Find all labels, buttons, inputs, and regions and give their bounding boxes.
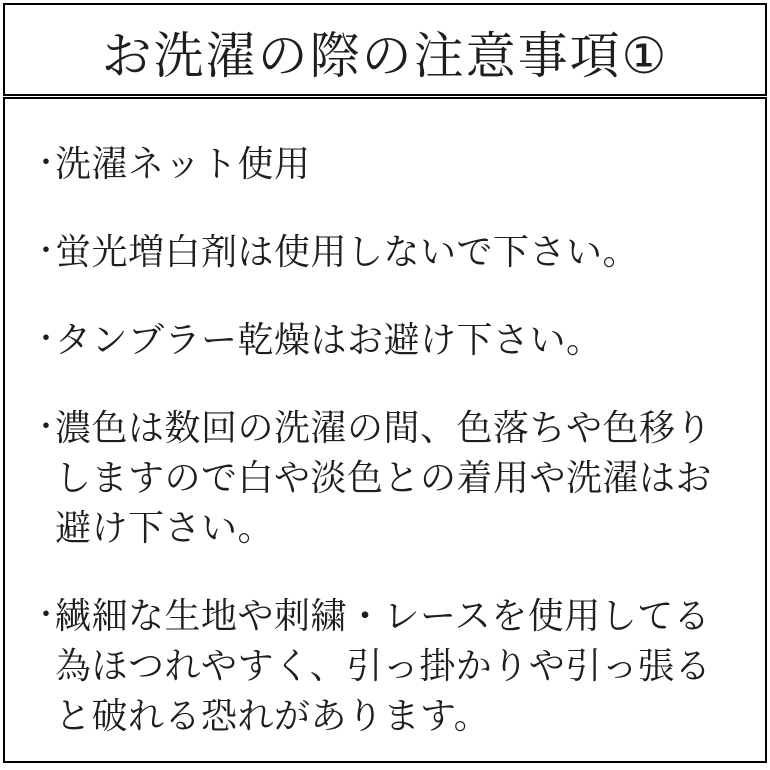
bullet-icon: ・ xyxy=(31,147,61,180)
list-item xyxy=(31,139,749,189)
page-title: お洗濯の際の注意事項① xyxy=(101,27,669,84)
list-item-text xyxy=(55,403,749,553)
list-item-line: と破れる恐れがあります。 xyxy=(55,695,491,736)
list-item xyxy=(31,591,749,741)
list-item xyxy=(31,227,749,277)
list-item xyxy=(31,315,749,365)
list-item-text xyxy=(55,591,749,741)
list-item-line: しますので白や淡色との着用や洗濯はお xyxy=(55,457,713,498)
bullet-icon: ・ xyxy=(31,323,61,356)
bullet-icon: ・ xyxy=(31,235,61,268)
list-item-line: タンブラー乾燥はお避け下さい。 xyxy=(55,319,603,360)
title-box xyxy=(3,3,767,96)
bullet-icon: ・ xyxy=(31,411,61,444)
care-instructions-list xyxy=(3,97,767,763)
list-item-line: 濃色は数回の洗濯の間、色落ちや色移り xyxy=(55,407,713,448)
list-item xyxy=(31,403,749,553)
list-item-line: 為ほつれやすく、引っ掛かりや引っ張る xyxy=(55,645,712,686)
list-item-text xyxy=(55,315,749,365)
list-item-line: 避け下さい。 xyxy=(55,507,275,548)
notice-page xyxy=(3,3,767,763)
list-item-text xyxy=(55,139,749,189)
list-item-line: 繊細な生地や刺繍・レースを使用してる xyxy=(55,595,711,636)
list-item-line: 洗濯ネット使用 xyxy=(55,143,311,184)
list-item-text xyxy=(55,227,749,277)
bullet-icon: ・ xyxy=(31,599,61,632)
list-item-line: 蛍光増白剤は使用しないで下さい。 xyxy=(55,231,640,272)
